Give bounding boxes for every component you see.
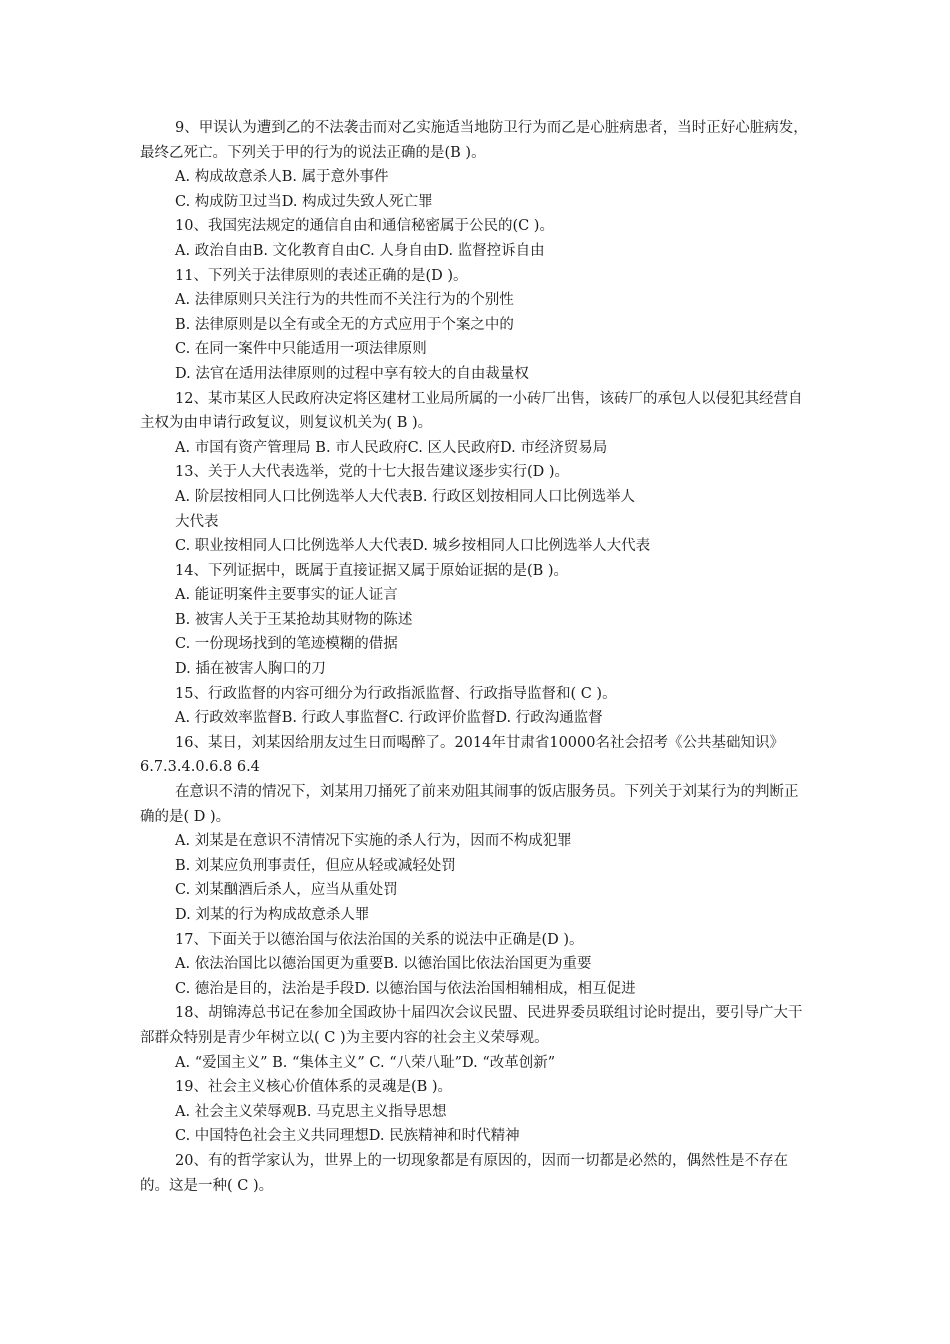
text-line: A. “爱国主义” B. “集体主义” C. “八荣八耻”D. “改革创新”	[175, 1054, 556, 1071]
text-line: C. 职业按相同人口比例选举人大代表D. 城乡按相同人口比例选举人大代表	[175, 538, 651, 555]
text-line: D. 法官在适用法律原则的过程中享有较大的自由裁量权	[175, 365, 529, 382]
text-line: 在意识不清的情况下，刘某用刀捅死了前来劝阻其闹事的饭店服务员。下列关于刘某行为的判断正确的是( D )。	[140, 784, 799, 825]
text-line: C. 中国特色社会主义共同理想D. 民族精神和时代精神	[175, 1128, 520, 1145]
text-line: 9、甲误认为遭到乙的不法袭击而对乙实施适当地防卫行为而乙是心脏病患者，当时正好心脏病发，最终乙死亡。下列关于甲的行为的说法正确的是(B )。	[140, 120, 808, 161]
text-line: 14、下列证据中，既属于直接证据又属于原始证据的是(B )。	[175, 562, 569, 579]
text-line: A. 依法治国比以德治国更为重要B. 以德治国比依法治国更为重要	[175, 956, 592, 973]
text-line: D. 插在被害人胸口的刀	[175, 661, 326, 678]
text-line: B. 刘某应负刑事责任，但应从轻或减轻处罚	[175, 857, 456, 874]
text-line: B. 法律原则是以全有或全无的方式应用于个案之中的	[175, 316, 514, 333]
text-line: A. 刘某是在意识不清情况下实施的杀人行为，因而不构成犯罪	[175, 833, 572, 850]
text-line: C. 在同一案件中只能适用一项法律原则	[175, 341, 427, 358]
text-line: 16、某日，刘某因给朋友过生日而喝醉了。2014年甘肃省10000名社会招考《公共基础知识》6.7.3.4.0.6.8 6.4	[140, 734, 784, 776]
text-line: C. 一份现场找到的笔迹模糊的借据	[175, 636, 398, 653]
text-line: 13、关于人大代表选举，党的十七大报告建议逐步实行(D )。	[175, 464, 569, 481]
text-line: 17、下面关于以德治国与依法治国的关系的说法中正确是(D )。	[175, 931, 584, 948]
text-line: A. 阶层按相同人口比例选举人大代表B. 行政区划按相同人口比例选举人	[175, 488, 636, 505]
text-line: A. 社会主义荣辱观B. 马克思主义指导思想	[175, 1103, 447, 1120]
document-page	[140, 116, 812, 1198]
text-line: A. 行政效率监督B. 行政人事监督C. 行政评价监督D. 行政沟通监督	[175, 710, 603, 727]
text-line: 10、我国宪法规定的通信自由和通信秘密属于公民的(C )。	[175, 218, 554, 235]
text-line: 19、社会主义核心价值体系的灵魂是(B )。	[175, 1079, 453, 1096]
text-line: 20、有的哲学家认为，世界上的一切现象都是有原因的，因而一切都是必然的，偶然性是不存在的。这是一种( C )。	[140, 1152, 788, 1194]
text-line: A. 能证明案件主要事实的证人证言	[175, 587, 398, 604]
text-line: 18、胡锦涛总书记在参加全国政协十届四次会议民盟、民进界委员联组讨论时提出，要引导广大干部群众特别是青少年树立以( C )为主要内容的社会主义荣辱观。	[140, 1005, 803, 1046]
text-line: 12、某市某区人民政府决定将区建材工业局所属的一小砖厂出售，该砖厂的承包人以侵犯其经营自主权为由申请行政复议，则复议机关为( B )。	[140, 390, 803, 432]
text-line: A. 市国有资产管理局 B. 市人民政府C. 区人民政府D. 市经济贸易局	[175, 439, 608, 456]
text-line: C. 德治是目的，法治是手段D. 以德治国与依法治国相辅相成，相互促进	[175, 980, 636, 997]
text-line: 15、行政监督的内容可细分为行政指派监督、行政指导监督和( C )。	[175, 685, 617, 702]
text-line: A. 法律原则只关注行为的共性而不关注行为的个别性	[175, 292, 514, 309]
text-line: C. 构成防卫过当D. 构成过失致人死亡罪	[175, 193, 433, 210]
text-line: D. 刘某的行为构成故意杀人罪	[175, 907, 370, 923]
text-line: B. 被害人关于王某抢劫其财物的陈述	[175, 611, 413, 628]
text-line: A. 构成故意杀人B. 属于意外事件	[175, 169, 389, 186]
text-line: C. 刘某酗酒后杀人，应当从重处罚	[175, 882, 398, 899]
text-line: 大代表	[175, 513, 219, 530]
text-line: 11、下列关于法律原则的表述正确的是(D )。	[175, 267, 468, 284]
text-line: A. 政治自由B. 文化教育自由C. 人身自由D. 监督控诉自由	[175, 242, 545, 259]
